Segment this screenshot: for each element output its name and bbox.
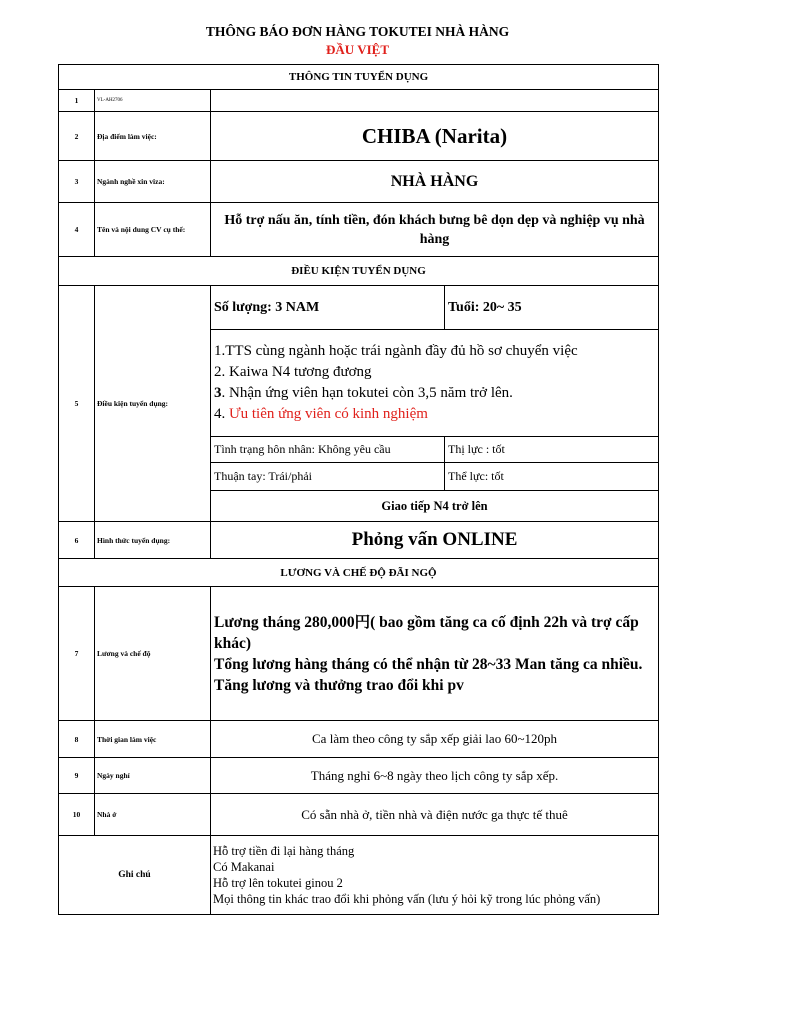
row-number: 5 [59, 286, 95, 522]
salary-details [211, 587, 659, 721]
row-3 [59, 161, 659, 203]
requirement-1: 1.TTS cùng ngành hoặc trái ngành đầy đủ hồ sơ chuyển việc [214, 343, 578, 359]
section-header-salary [59, 559, 659, 587]
work-location: CHIBA (Narita) [211, 112, 659, 161]
row-number: 2 [59, 112, 95, 161]
age-range: Tuổi: 20~ 35 [445, 286, 659, 330]
section-title: THÔNG TIN TUYỂN DỤNG [59, 65, 659, 90]
row-notes [59, 836, 659, 915]
housing: Có sẵn nhà ở, tiền nhà và điện nước ga thực tế thuê [211, 794, 659, 836]
job-order-table [58, 64, 659, 915]
requirement-3-text: . Nhận ứng viên hạn tokutei còn 3,5 năm trở lên. [221, 385, 513, 401]
empty-cell [211, 90, 659, 112]
row-label: Lương và chế độ [95, 587, 211, 721]
row-label: Tên và nội dung CV cụ thể: [95, 203, 211, 257]
row-label: Nhà ở [95, 794, 211, 836]
section-title: LƯƠNG VÀ CHẾ ĐỘ ĐÃI NGỘ [59, 559, 659, 587]
days-off: Tháng nghỉ 6~8 ngày theo lịch công ty sắp xếp. [211, 758, 659, 794]
requirement-3 [214, 383, 658, 404]
notes-label: Ghi chú [59, 836, 211, 915]
working-hours: Ca làm theo công ty sắp xếp giải lao 60~120ph [211, 721, 659, 758]
row-number: 4 [59, 203, 95, 257]
row-10 [59, 794, 659, 836]
row-2 [59, 112, 659, 161]
requirement-3-number: 3 [214, 385, 222, 401]
requirements-list [211, 330, 659, 437]
row-label: Ngành nghề xin viza: [95, 161, 211, 203]
salary-line-1: Lương tháng 280,000円( bao gồm tăng ca cố định 22h và trợ cấp khác) [214, 613, 639, 652]
quantity: Số lượng: 3 NAM [211, 286, 445, 330]
communication-level: Giao tiếp N4 trở lên [211, 491, 659, 522]
job-code: VL-AH2706 [95, 90, 211, 112]
eyesight: Thị lực : tốt [445, 437, 659, 463]
row-1 [59, 90, 659, 112]
document-subtitle: ĐẦU VIỆT [326, 42, 389, 57]
row-label: Địa điểm làm việc: [95, 112, 211, 161]
section-title: ĐIỀU KIỆN TUYỂN DỤNG [59, 257, 659, 286]
interview-method: Phỏng vấn ONLINE [211, 522, 659, 559]
row-label: Ngày nghỉ [95, 758, 211, 794]
note-1: Hỗ trợ tiền đi lại hàng tháng [213, 844, 355, 858]
note-3: Hỗ trợ lên tokutei ginou 2 [213, 876, 343, 890]
section-header-conditions [59, 257, 659, 286]
row-label: Hình thức tuyển dụng: [95, 522, 211, 559]
requirement-4-number: 4. [214, 406, 229, 422]
row-number: 9 [59, 758, 95, 794]
row-number: 6 [59, 522, 95, 559]
row-label: Điều kiện tuyển dụng: [95, 286, 211, 522]
row-7 [59, 587, 659, 721]
requirement-2: 2. Kaiwa N4 tương đương [214, 364, 372, 380]
note-2: Có Makanai [213, 860, 275, 874]
section-header-recruit-info [59, 65, 659, 90]
row-9 [59, 758, 659, 794]
row-number: 8 [59, 721, 95, 758]
handedness: Thuận tay: Trái/phải [211, 463, 445, 491]
job-description: Hỗ trợ nấu ăn, tính tiền, đón khách bưng bê dọn dẹp và nghiệp vụ nhà hàng [211, 203, 659, 257]
row-label: Thời gian làm việc [95, 721, 211, 758]
row-4 [59, 203, 659, 257]
salary-line-2: Tổng lương hàng tháng có thể nhận từ 28~33 Man tăng ca nhiều. [214, 655, 643, 673]
document-title: THÔNG BÁO ĐƠN HÀNG TOKUTEI NHÀ HÀNG [205, 24, 510, 39]
row-number: 10 [59, 794, 95, 836]
marital-status: Tình trạng hôn nhân: Không yêu cầu [211, 437, 445, 463]
note-4: Mọi thông tin khác trao đổi khi phỏng vấn (lưu ý hỏi kỹ trong lúc phỏng vấn) [213, 892, 601, 906]
requirement-4 [214, 404, 658, 425]
row-number: 3 [59, 161, 95, 203]
row-5-quantity [59, 286, 659, 330]
salary-line-3: Tăng lương và thưởng trao đổi khi pv [214, 676, 464, 694]
notes-content [211, 836, 659, 915]
physical-fitness: Thể lực: tốt [445, 463, 659, 491]
row-number: 1 [59, 90, 95, 112]
row-8 [59, 721, 659, 758]
industry: NHÀ HÀNG [211, 161, 659, 203]
row-6 [59, 522, 659, 559]
row-number: 7 [59, 587, 95, 721]
requirement-4-text: Ưu tiên ứng viên có kinh nghiệm [229, 406, 428, 422]
